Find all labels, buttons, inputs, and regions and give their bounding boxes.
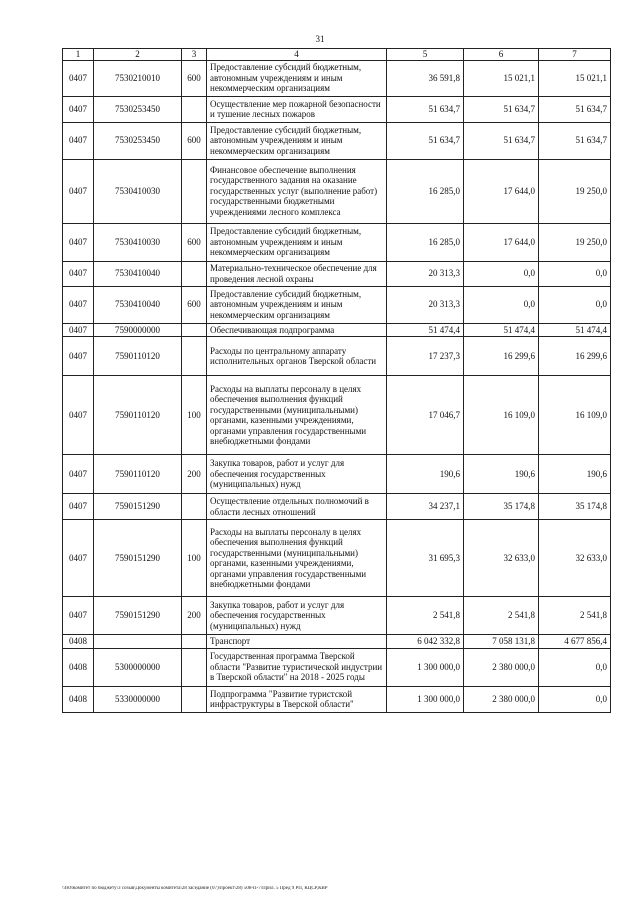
item-name: Материально-техническое обеспечение для проведения лесной охраны — [207, 261, 387, 286]
item-name: Расходы по центральному аппарату исполнительных органов Тверской области — [207, 337, 387, 376]
amount-col5: 31 695,3 — [387, 520, 464, 597]
amount-col5: 51 634,7 — [387, 122, 464, 159]
amount-col7: 15 021,1 — [539, 60, 611, 96]
amount-col6: 7 058 131,8 — [464, 635, 539, 649]
amount-col5: 1 300 000,0 — [387, 648, 464, 686]
amount-col6: 51 634,7 — [464, 96, 539, 122]
table-row — [63, 122, 611, 159]
item-name: Финансовое обеспечение выполнения государственного задания на оказание государственных услуг (выполнение работ) государственными бюджетными учреждениями лесного комплекса — [207, 159, 387, 223]
amount-col6: 2 380 000,0 — [464, 648, 539, 686]
table-row — [63, 494, 611, 520]
target-article-code: 7590110120 — [94, 337, 182, 376]
column-header: 3 — [182, 49, 207, 61]
amount-col6: 35 174,8 — [464, 494, 539, 520]
amount-col6: 51 634,7 — [464, 122, 539, 159]
target-article-code: 7530410040 — [94, 286, 182, 323]
expense-type-code — [182, 337, 207, 376]
amount-col5: 16 285,0 — [387, 223, 464, 261]
section-code: 0407 — [63, 122, 94, 159]
section-code: 0407 — [63, 223, 94, 261]
section-code: 0408 — [63, 686, 94, 712]
amount-col6: 32 633,0 — [464, 520, 539, 597]
item-name: Предоставление субсидий бюджетным, автономным учреждениям и иным некоммерческим организациям — [207, 60, 387, 96]
amount-col5: 51 474,4 — [387, 323, 464, 337]
amount-col6: 0,0 — [464, 261, 539, 286]
expense-type-code: 200 — [182, 455, 207, 494]
target-article-code: 7530410030 — [94, 159, 182, 223]
table-row — [63, 520, 611, 597]
amount-col5: 6 042 332,8 — [387, 635, 464, 649]
amount-col7: 19 250,0 — [539, 223, 611, 261]
expense-type-code: 200 — [182, 597, 207, 635]
amount-col5: 2 541,8 — [387, 597, 464, 635]
amount-col7: 2 541,8 — [539, 597, 611, 635]
target-article-code: 5300000000 — [94, 648, 182, 686]
page-number: 31 — [315, 34, 325, 44]
table-row — [63, 635, 611, 649]
section-code: 0407 — [63, 286, 94, 323]
amount-col5: 17 237,3 — [387, 337, 464, 376]
amount-col5: 16 285,0 — [387, 159, 464, 223]
table-row — [63, 159, 611, 223]
column-header: 1 — [63, 49, 94, 61]
target-article-code: 5330000000 — [94, 686, 182, 712]
section-code: 0407 — [63, 159, 94, 223]
amount-col7: 0,0 — [539, 648, 611, 686]
amount-col5: 51 634,7 — [387, 96, 464, 122]
column-header: 4 — [207, 49, 387, 61]
expense-type-code: 600 — [182, 122, 207, 159]
item-name: Государственная программа Тверской области "Развитие туристической индустрии в Тверской области" на 2018 - 2025 годы — [207, 648, 387, 686]
table-row — [63, 376, 611, 455]
table-row — [63, 597, 611, 635]
amount-col7: 35 174,8 — [539, 494, 611, 520]
budget-table — [62, 48, 611, 713]
item-name: Предоставление субсидий бюджетным, автономным учреждениям и иным некоммерческим организациям — [207, 122, 387, 159]
expense-type-code — [182, 96, 207, 122]
amount-col7: 16 109,0 — [539, 376, 611, 455]
target-article-code: 7530210010 — [94, 60, 182, 96]
amount-col6: 51 474,4 — [464, 323, 539, 337]
item-name: Транспорт — [207, 635, 387, 649]
amount-col7: 0,0 — [539, 286, 611, 323]
target-article-code: 7530253450 — [94, 122, 182, 159]
amount-col5: 20 313,3 — [387, 261, 464, 286]
header-row — [63, 49, 611, 61]
expense-type-code: 600 — [182, 223, 207, 261]
expense-type-code: 600 — [182, 60, 207, 96]
item-name: Предоставление субсидий бюджетным, автономным учреждениям и иным некоммерческим организациям — [207, 223, 387, 261]
amount-col6: 17 644,0 — [464, 159, 539, 223]
item-name: Подпрограмма "Развитие туристской инфраструктуры в Тверской области" — [207, 686, 387, 712]
target-article-code: 7530410030 — [94, 223, 182, 261]
item-name: Осуществление отдельных полномочий в области лесных отношений — [207, 494, 387, 520]
column-header: 6 — [464, 49, 539, 61]
table-row — [63, 223, 611, 261]
amount-col7: 0,0 — [539, 261, 611, 286]
amount-col7: 51 474,4 — [539, 323, 611, 337]
amount-col7: 32 633,0 — [539, 520, 611, 597]
amount-col6: 2 380 000,0 — [464, 686, 539, 712]
amount-col6: 16 109,0 — [464, 376, 539, 455]
item-name: Расходы на выплаты персоналу в целях обеспечения выполнения функций государственными (муниципальными) органами, казенными учреждениями, органами управления государственными внебюджетными фондами — [207, 520, 387, 597]
section-code: 0407 — [63, 494, 94, 520]
item-name: Обеспечивающая подпрограмма — [207, 323, 387, 337]
item-name: Расходы на выплаты персоналу в целях обеспечения выполнения функций государственными (муниципальными) органами, казенными учреждениями, органами управления государственными внебюджетными фондами — [207, 376, 387, 455]
amount-col6: 2 541,8 — [464, 597, 539, 635]
section-code: 0407 — [63, 96, 94, 122]
item-name: Закупка товаров, работ и услуг для обеспечения государственных (муниципальных) нужд — [207, 455, 387, 494]
amount-col6: 16 299,6 — [464, 337, 539, 376]
target-article-code — [94, 635, 182, 649]
section-code: 0407 — [63, 520, 94, 597]
amount-col5: 17 046,7 — [387, 376, 464, 455]
table-row — [63, 286, 611, 323]
expense-type-code — [182, 159, 207, 223]
amount-col6: 0,0 — [464, 286, 539, 323]
amount-col5: 36 591,8 — [387, 60, 464, 96]
section-code: 0407 — [63, 376, 94, 455]
amount-col7: 190,6 — [539, 455, 611, 494]
expense-type-code: 100 — [182, 520, 207, 597]
target-article-code: 7590151290 — [94, 520, 182, 597]
table-row — [63, 323, 611, 337]
expense-type-code — [182, 261, 207, 286]
target-article-code: 7530410040 — [94, 261, 182, 286]
section-code: 0407 — [63, 337, 94, 376]
amount-col5: 20 313,3 — [387, 286, 464, 323]
section-code: 0407 — [63, 323, 94, 337]
target-article-code: 7590151290 — [94, 597, 182, 635]
target-article-code: 7530253450 — [94, 96, 182, 122]
target-article-code: 7590000000 — [94, 323, 182, 337]
amount-col7: 19 250,0 — [539, 159, 611, 223]
amount-col7: 51 634,7 — [539, 122, 611, 159]
amount-col6: 190,6 — [464, 455, 539, 494]
target-article-code: 7590110120 — [94, 455, 182, 494]
amount-col7: 4 677 856,4 — [539, 635, 611, 649]
target-article-code: 7590151290 — [94, 494, 182, 520]
table-row — [63, 60, 611, 96]
amount-col7: 51 634,7 — [539, 96, 611, 122]
amount-col5: 1 300 000,0 — [387, 686, 464, 712]
table-row — [63, 96, 611, 122]
expense-type-code — [182, 494, 207, 520]
table-row — [63, 686, 611, 712]
column-header: 7 — [539, 49, 611, 61]
expense-type-code — [182, 686, 207, 712]
amount-col7: 16 299,6 — [539, 337, 611, 376]
table-row — [63, 648, 611, 686]
amount-col5: 34 237,1 — [387, 494, 464, 520]
amount-col7: 0,0 — [539, 686, 611, 712]
expense-type-code: 100 — [182, 376, 207, 455]
section-code: 0407 — [63, 60, 94, 96]
amount-col6: 15 021,1 — [464, 60, 539, 96]
section-code: 0407 — [63, 261, 94, 286]
column-header: 5 — [387, 49, 464, 61]
column-header: 2 — [94, 49, 182, 61]
section-code: 0408 — [63, 635, 94, 649]
expense-type-code — [182, 648, 207, 686]
item-name: Закупка товаров, работ и услуг для обеспечения государственных (муниципальных) нужд — [207, 597, 387, 635]
expense-type-code: 600 — [182, 286, 207, 323]
expense-type-code — [182, 635, 207, 649]
section-code: 0407 — [63, 597, 94, 635]
table-row — [63, 337, 611, 376]
amount-col6: 17 644,0 — [464, 223, 539, 261]
expense-type-code — [182, 323, 207, 337]
target-article-code: 7590110120 — [94, 376, 182, 455]
table-row — [63, 455, 611, 494]
item-name: Предоставление субсидий бюджетным, автономным учреждениям и иным некоммерческим организациям — [207, 286, 387, 323]
file-path-footer: \\fs0\Комитет по бюджету\3 созыв\Документы комитета\28 заседание (07)\проект\28) 508-П-7\Прил. 5 Пред 9 РП, КЦСР,КВР — [62, 886, 328, 891]
item-name: Осуществление мер пожарной безопасности и тушение лесных пожаров — [207, 96, 387, 122]
table-row — [63, 261, 611, 286]
section-code: 0408 — [63, 648, 94, 686]
amount-col5: 190,6 — [387, 455, 464, 494]
section-code: 0407 — [63, 455, 94, 494]
